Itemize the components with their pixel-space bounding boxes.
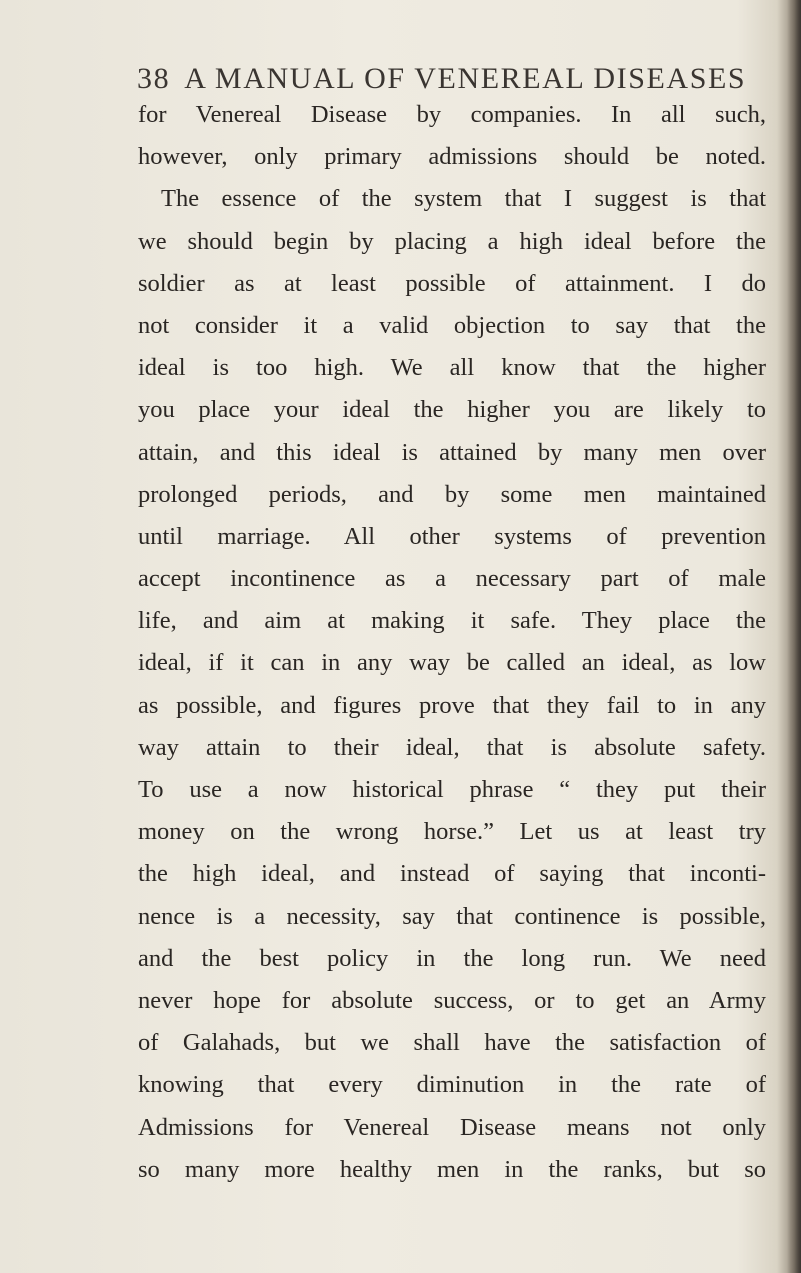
text-line: prolonged periods, and by some men maintained xyxy=(138,480,766,508)
text-line: for Venereal Disease by companies. In all such, xyxy=(138,101,766,128)
running-header xyxy=(137,62,777,96)
text-line: money on the wrong horse.” Let us at least try xyxy=(138,818,766,846)
text-line: however, only primary admissions should be noted. xyxy=(138,143,766,171)
text-line: and the best policy in the long run. We need xyxy=(138,944,766,972)
text-line: attain, and this ideal is attained by many men over xyxy=(138,438,766,466)
text-line: you place your ideal the higher you are likely to xyxy=(138,396,766,424)
running-title: A MANUAL OF VENEREAL DISEASES xyxy=(184,62,747,95)
text-line: the high ideal, and instead of saying that inconti- xyxy=(138,860,766,888)
book-spine-shadow xyxy=(787,0,801,1273)
text-line: knowing that every diminution in the rate of xyxy=(138,1071,766,1099)
text-line: of Galahads, but we shall have the satisfaction of xyxy=(138,1029,766,1057)
body-text xyxy=(138,94,766,1191)
text-line: never hope for absolute success, or to get an Army xyxy=(138,986,766,1014)
text-line: until marriage. All other systems of prevention xyxy=(138,522,766,550)
text-line: nence is a necessity, say that continence is possible, xyxy=(138,902,766,930)
text-line: life, and aim at making it safe. They place the xyxy=(138,607,766,635)
text-line: not consider it a valid objection to say that the xyxy=(138,311,766,339)
text-line: we should begin by placing a high ideal before the xyxy=(138,227,766,255)
text-line: ideal, if it can in any way be called an ideal, as low xyxy=(138,649,766,677)
text-line: accept incontinence as a necessary part of male xyxy=(138,565,766,593)
page-number: 38 xyxy=(137,62,171,95)
text-line: To use a now historical phrase “ they put their xyxy=(138,776,766,803)
text-line: The essence of the system that I suggest is that xyxy=(161,185,766,213)
text-line: as possible, and figures prove that they fail to in any xyxy=(138,691,766,719)
text-line: way attain to their ideal, that is absolute safety. xyxy=(138,733,766,761)
text-line: so many more healthy men in the ranks, but so xyxy=(138,1155,766,1183)
text-line: ideal is too high. We all know that the higher xyxy=(138,354,766,382)
text-line: Admissions for Venereal Disease means not only xyxy=(138,1113,766,1141)
text-line: soldier as at least possible of attainment. I do xyxy=(138,269,766,297)
